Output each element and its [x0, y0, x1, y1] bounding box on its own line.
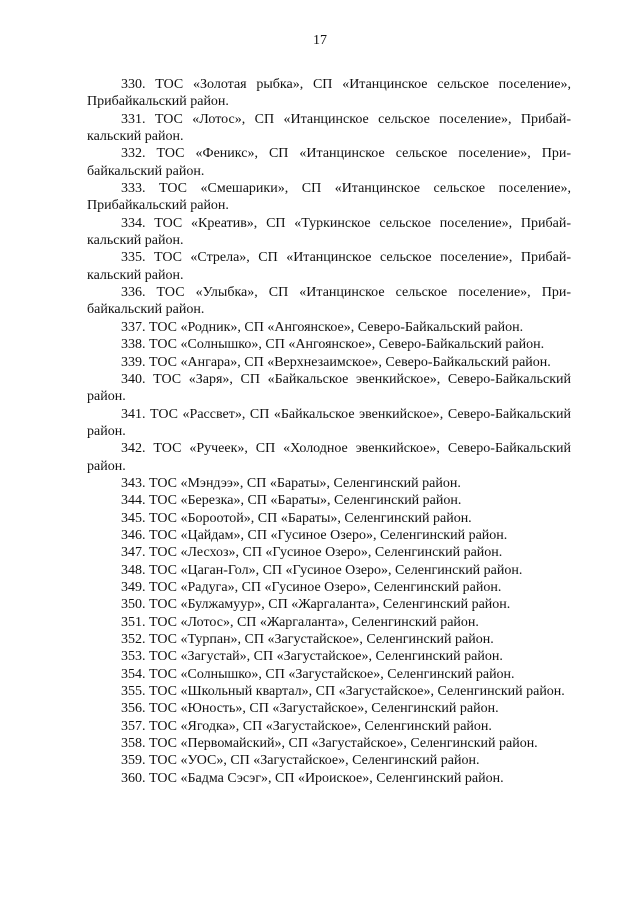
list-item: 358. ТОС «Первомайский», СП «Загустайское», Селенгинский район. — [121, 736, 538, 752]
list-item: 341. ТОС «Рассвет», СП «Байкальское эвенкийское», Северо-Байкальский район. — [87, 406, 571, 439]
list-item: 347. ТОС «Лесхоз», СП «Гусиное Озеро», Селенгинский район. — [121, 545, 503, 561]
list-item: 332. ТОС «Феникс», СП «Итанцинское сельское поселение», Прибайкальский район. — [87, 146, 571, 179]
list-item: 346. ТОС «Цайдам», СП «Гусиное Озеро», Селенгинский район. — [121, 527, 508, 543]
list-item: 340. ТОС «Заря», СП «Байкальское эвенкийское», Северо-Байкальский район. — [87, 371, 571, 405]
list-item: 339. ТОС «Ангара», СП «Верхнезаимское», Северо-Байкальский район. — [121, 354, 551, 370]
list-item: 343. ТОС «Мэндээ», СП «Бараты», Селенгинский район. — [121, 475, 461, 491]
list-item: 338. ТОС «Солнышко», СП «Ангоянское», Северо-Байкальский район. — [121, 337, 545, 353]
list-item: 351. ТОС «Лотос», СП «Жаргаланта», Селенгинский район. — [121, 614, 479, 630]
list-item: 355. ТОС «Школьный квартал», СП «Загустайское», Селенгинский район. — [121, 684, 565, 700]
list-item: 336. ТОС «Улыбка», СП «Итанцинское сельское поселение», Прибайкальский район. — [87, 285, 571, 318]
list-item: 333. ТОС «Смешарики», СП «Итанцинское сельское поселение», Прибайкальский район. — [87, 181, 571, 214]
list-item: 357. ТОС «Ягодка», СП «Загустайское», Селенгинский район. — [121, 718, 492, 734]
list-item: 354. ТОС «Солнышко», СП «Загустайское», Селенгинский район. — [121, 666, 515, 682]
list-item: 335. ТОС «Стрела», СП «Итанцинское сельское поселение», Прибайкальский район. — [87, 250, 571, 283]
list-item: 349. ТОС «Радуга», СП «Гусиное Озеро», Селенгинский район. — [121, 579, 502, 595]
list-item: 350. ТОС «Булжамуур», СП «Жаргаланта», Селенгинский район. — [121, 597, 511, 613]
list-item: 330. ТОС «Золотая рыбка», СП «Итанцинское сельское поселение», Прибайкальский район. — [87, 77, 571, 110]
list-item: 348. ТОС «Цаган-Гол», СП «Гусиное Озеро», Селенгинский район. — [121, 562, 523, 578]
list-item: 356. ТОС «Юность», СП «Загустайское», Селенгинский район. — [121, 701, 499, 717]
list-item: 342. ТОС «Ручеек», СП «Холодное эвенкийское», Северо-Байкальский район. — [87, 441, 571, 474]
list-item: 359. ТОС «УОС», СП «Загустайское», Селенгинский район. — [121, 753, 480, 769]
list-item: 360. ТОС «Бадма Сэсэг», СП «Ироиское», Селенгинский район. — [121, 770, 504, 786]
list-item: 334. ТОС «Креатив», СП «Туркинское сельское поселение», Прибайкальский район. — [87, 215, 571, 249]
list-item: 352. ТОС «Турпан», СП «Загустайское», Селенгинский район. — [121, 632, 494, 647]
list-item: 331. ТОС «Лотос», СП «Итанцинское сельское поселение», Прибайкальский район. — [87, 111, 571, 145]
page-number: 17 — [313, 33, 327, 48]
document-body — [87, 76, 571, 787]
list-item: 344. ТОС «Березка», СП «Бараты», Селенгинский район. — [121, 493, 462, 509]
list-item: 353. ТОС «Загустай», СП «Загустайское», Селенгинский район. — [121, 649, 503, 665]
list-item: 345. ТОС «Бороотой», СП «Бараты», Селенгинский район. — [121, 510, 472, 526]
list-item: 337. ТОС «Родник», СП «Ангоянское», Северо-Байкальский район. — [121, 319, 524, 335]
